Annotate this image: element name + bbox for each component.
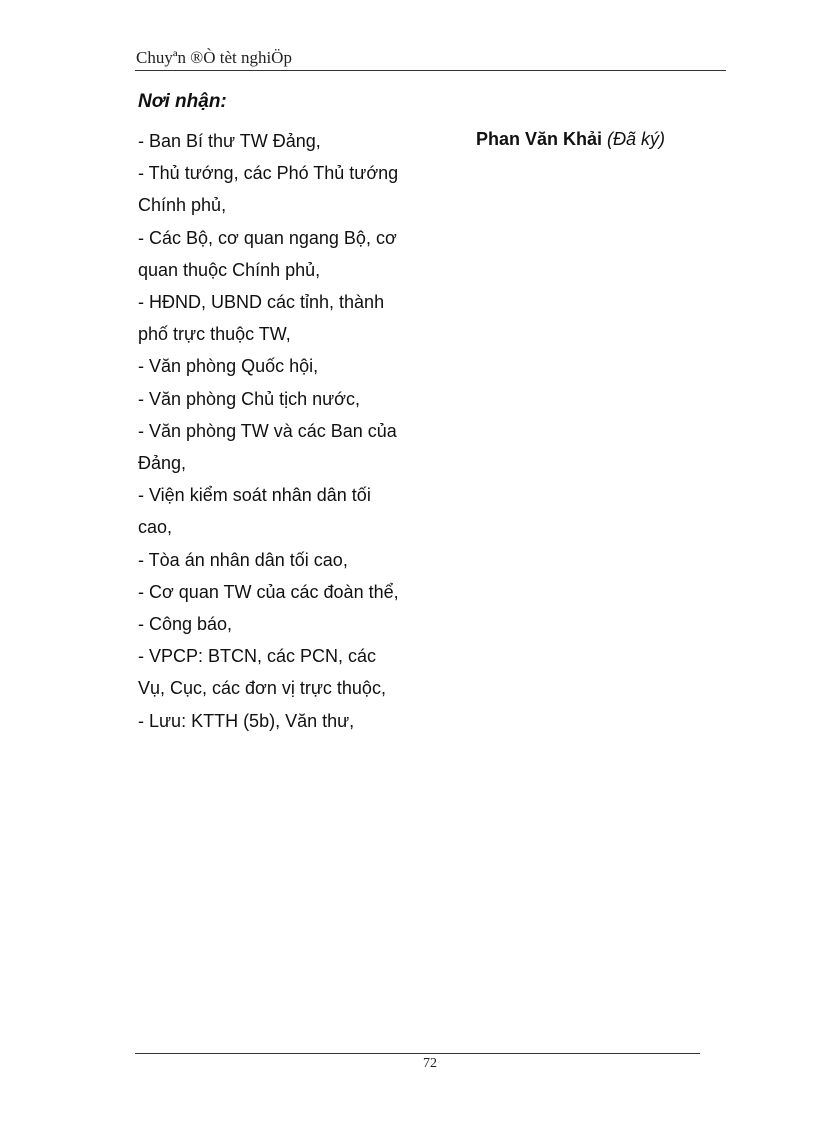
running-header: Chuyªn ®Ò tèt nghiÖp xyxy=(136,48,292,67)
recipient-line: - Văn phòng TW và các Ban của xyxy=(138,420,397,441)
recipient-line: - Văn phòng Quốc hội, xyxy=(138,356,319,377)
recipient-line: - Thủ tướng, các Phó Thủ tướng xyxy=(138,163,399,184)
recipient-line: quan thuộc Chính phủ, xyxy=(138,259,321,280)
recipient-line: Vụ, Cục, các đơn vị trực thuộc, xyxy=(138,678,386,699)
signatory-block xyxy=(476,129,665,150)
signature-status: (Đã ký) xyxy=(607,129,666,149)
recipient-line: - Lưu: KTTH (5b), Văn thư, xyxy=(138,710,355,731)
recipient-line: - Ban Bí thư TW Đảng, xyxy=(138,131,321,151)
recipient-line: - HĐND, UBND các tỉnh, thành xyxy=(138,292,385,313)
recipient-line: - Công báo, xyxy=(138,614,233,635)
recipient-line: - Tòa án nhân dân tối cao, xyxy=(138,549,348,570)
recipient-line: - Các Bộ, cơ quan ngang Bộ, cơ xyxy=(138,227,397,248)
recipient-line: - Cơ quan TW của các đoàn thể, xyxy=(138,581,399,602)
recipient-line: Đảng, xyxy=(138,453,187,474)
recipient-line: cao, xyxy=(138,517,173,538)
recipient-list xyxy=(138,125,428,737)
recipient-line: phố trực thuộc TW, xyxy=(138,324,291,345)
recipients-heading: Nơi nhận: xyxy=(138,91,227,112)
recipient-line: Chính phủ, xyxy=(138,195,227,216)
recipient-line: - Viện kiểm soát nhân dân tối xyxy=(138,485,371,506)
header-divider xyxy=(135,70,726,71)
recipient-line: - VPCP: BTCN, các PCN, các xyxy=(138,646,377,667)
page-number: 72 xyxy=(423,1056,437,1071)
recipient-line: - Văn phòng Chủ tịch nước, xyxy=(138,388,360,409)
signatory-name: Phan Văn Khải xyxy=(476,129,603,149)
footer-divider xyxy=(135,1053,700,1054)
